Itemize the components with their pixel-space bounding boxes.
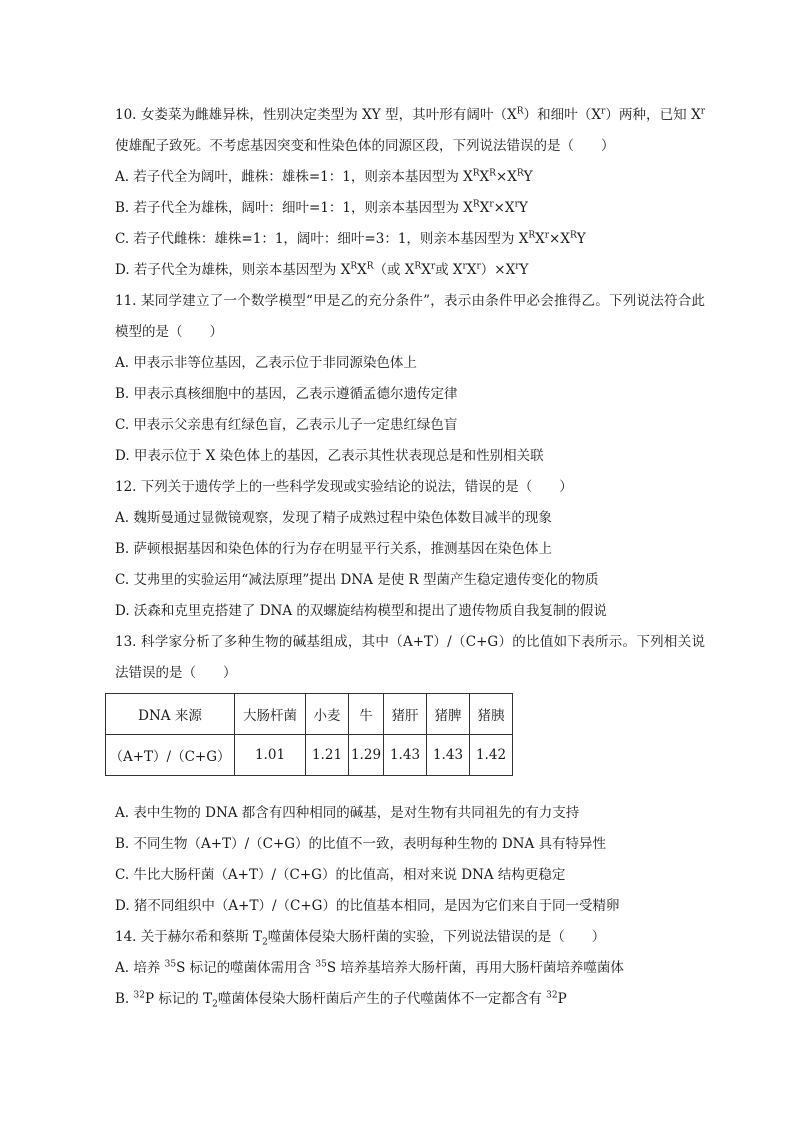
- table-header-cell: 猪脾: [427, 694, 470, 735]
- question-12-stem: 12. 下列关于遗传学上的一些科学发现或实验结论的说法，错误的是（ ）: [115, 479, 573, 495]
- table-cell: 1.01: [235, 735, 306, 776]
- table-header-cell: 牛: [349, 694, 384, 735]
- table-cell: 1.21: [306, 735, 349, 776]
- question-11-option-d: D. 甲表示位于 X 染色体上的基因，乙表示其性状表现总是和性别相关联: [115, 448, 544, 464]
- table-cell: 1.29: [349, 735, 384, 776]
- exam-page-content: [109, 100, 705, 1015]
- question-14-stem: 14. 关于赫尔希和蔡斯 $T_2$噬菌体侵染大肠杆菌的实验，下列说法错误的是（ ）: [115, 929, 606, 948]
- question-13-stem: 13. 科学家分析了多种生物的碱基组成，其中（A+T）/（C+G）的比值如下表所示。下列相关说法错误的是（ ）: [115, 634, 705, 681]
- table-cell: （A+T）/（C+G）: [106, 735, 235, 776]
- table-cell: 1.43: [427, 735, 470, 776]
- table-cell: 1.42: [470, 735, 513, 776]
- question-12: [115, 472, 705, 627]
- table-header-cell: 猪胰: [470, 694, 513, 735]
- table-cell: 1.43: [384, 735, 427, 776]
- question-10-option-c: C. 若子代雌株：雄株=1：1，阔叶：细叶=3：1，则亲本基因型为 $X^RX^r\times X^RY$: [115, 230, 586, 247]
- question-10: [115, 100, 705, 286]
- table-header-cell: 大肠杆菌: [235, 694, 306, 735]
- table-header-cell: 小麦: [306, 694, 349, 735]
- question-11: [115, 286, 705, 472]
- question-11-option-a: A. 甲表示非等位基因，乙表示位于非同源染色体上: [115, 355, 417, 371]
- question-10-option-b: B. 若子代全为雄株，阔叶：细叶=1：1，则亲本基因型为 $X^RX^r\times X^rY$: [115, 199, 528, 216]
- question-12-option-c: C. 艾弗里的实验运用“减法原理”提出 DNA 是使 R 型菌产生稳定遗传变化的物质: [115, 572, 599, 588]
- question-13-option-a: A. 表中生物的 DNA 都含有四种相同的碱基，是对生物有共同祖先的有力支持: [115, 805, 580, 821]
- question-10-option-d: D. 若子代全为雄株，则亲本基因型为 $X^RX^R$（或 $X^RX^r$或 $X^rX^r)\times X^rY$: [115, 261, 529, 278]
- question-14-option-b: B. $^{32}$P 标记的 $T_2$噬菌体侵染大肠杆菌后产生的子代噬菌体不一定都含有 $^{32}$P: [115, 990, 567, 1010]
- question-12-option-a: A. 魏斯曼通过显微镜观察，发现了精子成熟过程中染色体数目减半的现象: [115, 510, 552, 526]
- question-10-option-a: A. 若子代全为阔叶，雌株：雄株=1：1，则亲本基因型为 $X^RX^R\times X^RY$: [115, 168, 533, 185]
- question-13-option-d: D. 猪不同组织中（A+T）/（C+G）的比值基本相同，是因为它们来自于同一受精卵: [115, 898, 620, 914]
- question-10-stem: 10. 女娄菜为雌雄异株，性别决定类型为 XY 型，其叶形有阔叶$(X^R)$和细叶$(X^r)$两种，已知 $X^r$ 使雄配子致死。不考虑基因突变和性染色体的同源区段，下列说法错误的是（ ）: [115, 106, 705, 154]
- table-header-cell: DNA 来源: [106, 694, 235, 735]
- question-11-option-b: B. 甲表示真核细胞中的基因，乙表示遵循孟德尔遗传定律: [115, 386, 458, 402]
- question-13: [109, 627, 705, 922]
- base-ratio-table: [105, 693, 513, 776]
- question-11-stem: 11. 某同学建立了一个数学模型“甲是乙的充分条件”，表示由条件甲必会推得乙。下列说法符合此模型的是（ ）: [115, 293, 705, 340]
- question-13-option-b: B. 不同生物（A+T）/（C+G）的比值不一致，表明每种生物的 DNA 具有特异性: [115, 836, 607, 852]
- question-12-option-b: B. 萨顿根据基因和染色体的行为存在明显平行关系，推测基因在染色体上: [115, 541, 553, 557]
- table-row: [106, 735, 513, 776]
- question-12-option-d: D. 沃森和克里克搭建了 DNA 的双螺旋结构模型和提出了遗传物质自我复制的假说: [115, 603, 607, 619]
- question-13-option-c: C. 牛比大肠杆菌（A+T）/（C+G）的比值高，相对来说 DNA 结构更稳定: [115, 867, 566, 883]
- question-14-option-a: A. 培养 $^{35}$S 标记的噬菌体需用含 $^{35}$S 培养基培养大肠杆菌，再用大肠杆菌培养噬菌体: [115, 959, 624, 976]
- table-header-cell: 猪肝: [384, 694, 427, 735]
- question-11-option-c: C. 甲表示父亲患有红绿色盲，乙表示儿子一定患红绿色盲: [115, 417, 458, 433]
- table-header-row: [106, 694, 513, 735]
- question-14: [115, 922, 705, 1015]
